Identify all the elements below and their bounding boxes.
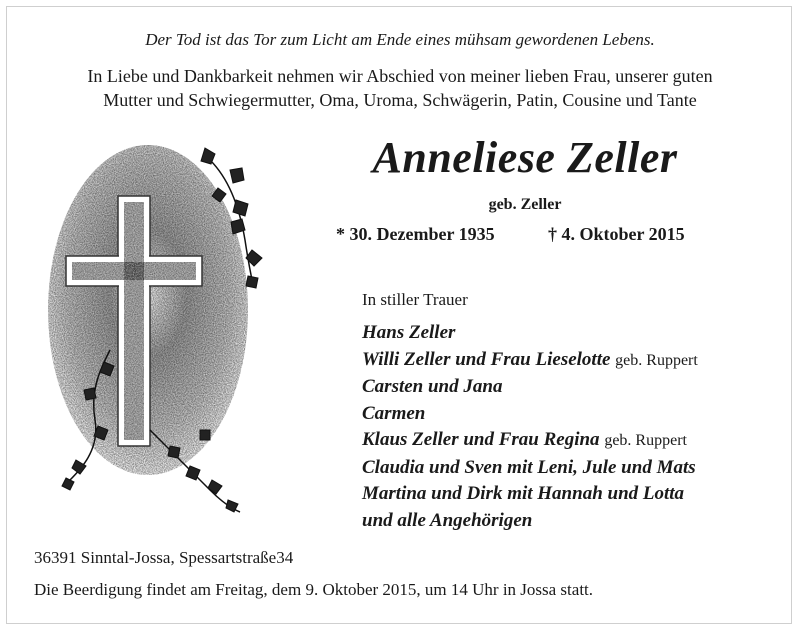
mourner-name: Carmen (362, 402, 426, 424)
list-item (362, 347, 782, 375)
mourner-name: Martina und Dirk mit Hannah und Lotta (362, 483, 685, 504)
list-item (362, 374, 782, 401)
list-item (362, 401, 782, 428)
cross-illustration (40, 130, 270, 520)
cross-with-ivy-icon (40, 130, 270, 520)
intro-line: In Liebe und Dankbarkeit nehmen wir Abschied von meiner lieben Frau, unserer guten (87, 66, 713, 86)
death-date: † 4. Oktober 2015 (548, 224, 685, 244)
mourner-name: Claudia und Sven mit Leni, Jule und Mats (362, 456, 696, 478)
mourner-name: Hans Zeller (362, 322, 456, 343)
maiden-name: geb. Zeller (488, 196, 562, 213)
halo-shading (40, 130, 270, 520)
list-item (362, 508, 782, 535)
address: 36391 Sinntal-Jossa, Spessartstraße34 (34, 548, 294, 567)
mourner-name: Willi Zeller und Frau Lieselotte (362, 348, 611, 370)
birth-date: * 30. Dezember 1935 (336, 224, 495, 244)
list-item (362, 455, 782, 482)
mourner-suffix: geb. Ruppert (615, 351, 698, 369)
mourner-suffix: geb. Ruppert (604, 432, 687, 449)
list-item (362, 427, 782, 455)
mourners-list (362, 320, 782, 534)
mourner-name: Carsten und Jana (362, 376, 503, 397)
mourner-name: und alle Angehörigen (362, 509, 533, 531)
mourning-intro: In stiller Trauer (362, 290, 468, 309)
intro-text (0, 64, 800, 112)
intro-line: Mutter und Schwiegermutter, Oma, Uroma, Schwägerin, Patin, Cousine und Tante (103, 90, 697, 110)
mourner-name: Klaus Zeller und Frau Regina (362, 429, 600, 450)
deceased-name: Anneliese Zeller (372, 133, 678, 182)
list-item (362, 481, 782, 508)
funeral-info: Die Beerdigung findet am Freitag, dem 9. Oktober 2015, um 14 Uhr in Jossa statt. (34, 580, 594, 599)
motto: Der Tod ist das Tor zum Licht am Ende eines mühsam gewordenen Lebens. (145, 30, 655, 49)
list-item (362, 320, 782, 347)
